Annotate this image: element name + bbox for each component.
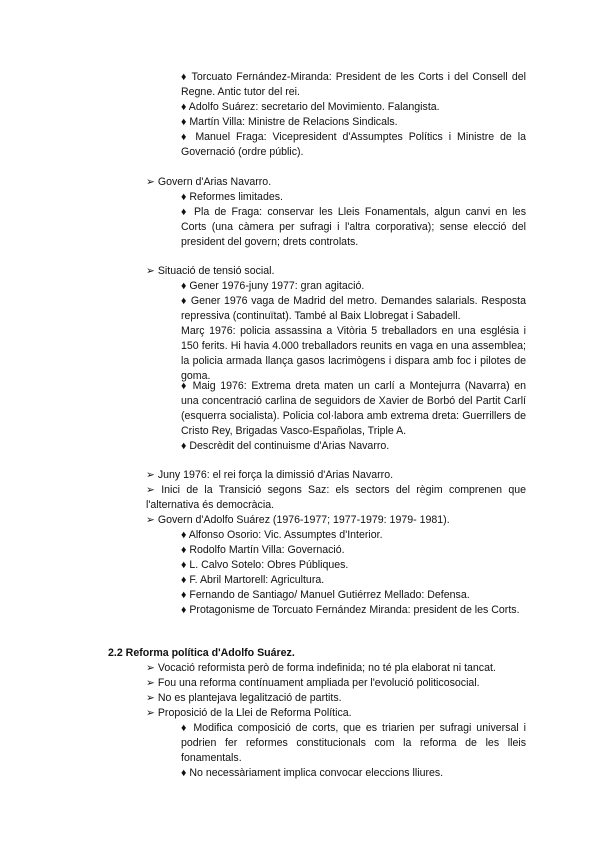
arias-item: ♦ Pla de Fraga: conservar les Lleis Fonamentals, algun canvi en les Corts (una càmera per sufragi i l'altra corporativa); sense elecció del president del govern; drets controlats. xyxy=(181,206,526,248)
reforma-item: ➢ Vocació reformista però de forma indefinida; no té pla elaborat ni tancat. xyxy=(146,662,496,674)
official-item: ♦ Torcuato Fernández-Miranda: President de les Corts i del Consell del Regne. Antic tutor del rei. xyxy=(181,71,527,98)
tensio-paragraph: Març 1976: policia assassina a Vitòria 5 treballadors en una església i 150 ferits. Hi havia 4.000 treballadors reunits en vaga en una assemblea; la policia armada llança gasos lacrimògens i dispara amb foc i pilotes de goma. xyxy=(181,325,526,382)
section-heading: 2.2 Reforma política d'Adolfo Suárez. xyxy=(108,647,295,659)
reforma-sub-item: ♦ Modifica composició de corts, que es triarien per sufragi universal i podrien fer reformes constitucionals com la reforma de les lleis fonamentals. xyxy=(181,722,527,764)
suarez-minister-item: ♦ Protagonisme de Torcuato Fernández Miranda: president de les Corts. xyxy=(181,604,520,616)
arias-item: ♦ Reformes limitades. xyxy=(181,191,283,203)
suarez-minister-item: ♦ F. Abril Martorell: Agricultura. xyxy=(181,574,325,586)
official-item: ♦ Adolfo Suárez: secretario del Movimiento. Falangista. xyxy=(181,101,440,113)
official-item: ♦ Martín Villa: Ministre de Relacions Sindicals. xyxy=(181,116,398,128)
reforma-item: ➢ Proposició de la Llei de Reforma Política. xyxy=(146,707,352,719)
suarez-minister-item: ♦ Rodolfo Martín Villa: Governació. xyxy=(181,544,345,556)
reforma-item: ➢ Fou una reforma contínuament ampliada per l'evolució politicosocial. xyxy=(146,677,480,689)
transicio-item: ➢ Inici de la Transició segons Saz: els sectors del règim comprenen que l'alternativa és democràcia. xyxy=(146,484,526,511)
official-item: ♦ Manuel Fraga: Vicepresident d'Assumptes Polítics i Ministre de la Governació (ordre públic). xyxy=(181,131,526,158)
arias-heading: ➢ Govern d'Arias Navarro. xyxy=(146,176,272,188)
suarez-minister-item: ♦ L. Calvo Sotelo: Obres Públiques. xyxy=(181,559,349,571)
tensio-item: ♦ Descrèdit del continuisme d'Arias Navarro. xyxy=(181,440,390,452)
suarez-minister-item: ♦ Fernando de Santiago/ Manuel Gutiérrez Mellado: Defensa. xyxy=(181,589,470,601)
tensio-item: ♦ Gener 1976-juny 1977: gran agitació. xyxy=(181,280,365,292)
transicio-item: ➢ Govern d'Adolfo Suárez (1976-1977; 1977-1979: 1979- 1981). xyxy=(146,514,450,526)
tensio-item: ♦ Maig 1976: Extrema dreta maten un carlí a Montejurra (Navarra) en una concentració carlina de seguidors de Xavier de Borbó del Partit Carlí (esquerra socialista). Policia col·labora amb extrema dreta: Guerrillers de Cristo Rey, Brigadas Vasco-Españolas, Triple A. xyxy=(181,380,526,437)
suarez-minister-item: ♦ Alfonso Osorio: Vic. Assumptes d'Interior. xyxy=(181,529,383,541)
reforma-sub-item: ♦ No necessàriament implica convocar eleccions lliures. xyxy=(181,767,444,779)
transicio-item: ➢ Juny 1976: el rei força la dimissió d'Arias Navarro. xyxy=(146,469,394,481)
reforma-item: ➢ No es plantejava legalització de partits. xyxy=(146,692,342,704)
tensio-item: ♦ Gener 1976 vaga de Madrid del metro. Demandes salarials. Resposta repressiva (continuïtat). També al Baix Llobregat i Sabadell. xyxy=(181,295,526,322)
tensio-heading: ➢ Situació de tensió social. xyxy=(146,265,275,277)
